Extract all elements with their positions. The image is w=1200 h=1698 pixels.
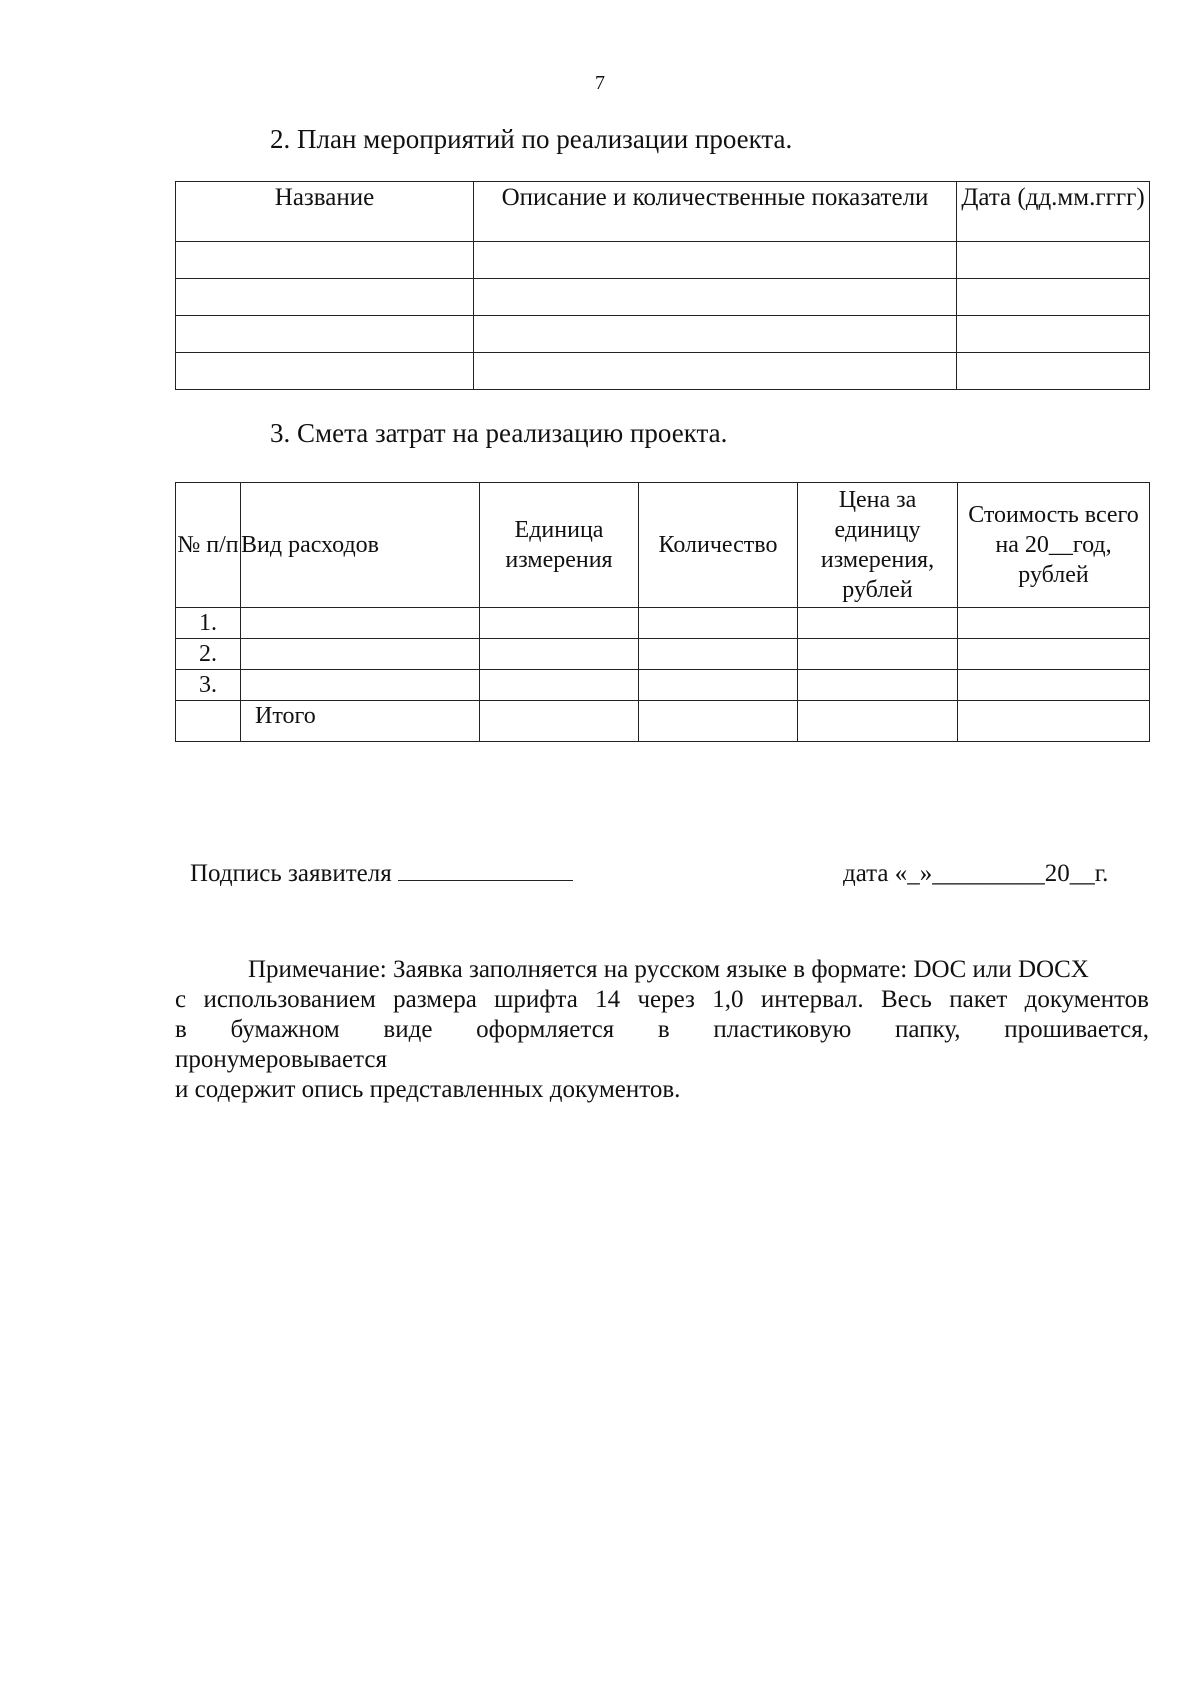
note-line: в бумажном виде оформляется в пластиковую папку, прошивается, [175,1016,1149,1043]
row-number: 3. [176,670,241,701]
table-row [176,316,1150,353]
empty-cell[interactable] [474,353,957,390]
empty-cell[interactable] [480,639,639,670]
empty-cell[interactable] [241,639,480,670]
empty-cell[interactable] [958,639,1150,670]
empty-cell[interactable] [176,279,474,316]
table-row [176,242,1150,279]
page-number: 7 [595,72,605,94]
empty-cell[interactable] [480,701,639,742]
table-row [176,353,1150,390]
date-field: дата «_»_________20__г. [843,860,1109,887]
empty-cell[interactable] [798,639,958,670]
budget-col-quantity: Количество [639,483,798,608]
total-label: Итого [241,701,480,742]
signature-line[interactable] [398,860,573,881]
empty-cell[interactable] [958,701,1150,742]
empty-cell[interactable] [474,242,957,279]
empty-cell[interactable] [957,279,1150,316]
note-line: Примечание: Заявка заполняется на русском языке в формате: DOC или DOCX [248,956,1089,983]
empty-cell[interactable] [639,608,798,639]
budget-heading: 3. Смета затрат на реализацию проекта. [270,418,728,448]
empty-cell [176,701,241,742]
empty-cell[interactable] [639,639,798,670]
empty-cell[interactable] [241,670,480,701]
table-row [176,608,1150,639]
empty-cell[interactable] [798,701,958,742]
row-number: 1. [176,608,241,639]
empty-cell[interactable] [798,608,958,639]
empty-cell[interactable] [958,670,1150,701]
empty-cell[interactable] [176,316,474,353]
budget-table [175,482,1150,742]
empty-cell[interactable] [957,242,1150,279]
empty-cell[interactable] [639,670,798,701]
note-line: и содержит опись представленных документов. [175,1076,681,1103]
empty-cell[interactable] [474,279,957,316]
empty-cell[interactable] [639,701,798,742]
plan-col-name: Название [176,182,474,242]
empty-cell[interactable] [176,353,474,390]
empty-cell[interactable] [798,670,958,701]
plan-col-date: Дата (дд.мм.гггг) [957,182,1150,242]
row-number: 2. [176,639,241,670]
budget-header-row [176,483,1150,608]
budget-col-expense-type: Вид расходов [241,483,480,608]
table-row [176,279,1150,316]
signature-label: Подпись заявителя [190,860,392,887]
table-row [176,670,1150,701]
note-block [175,955,1149,1105]
total-row [176,701,1150,742]
empty-cell[interactable] [176,242,474,279]
empty-cell[interactable] [480,608,639,639]
budget-col-unit-price: Цена за единицу измерения, рублей [798,483,958,608]
budget-col-number: № п/п [176,483,241,608]
note-line: с использованием размера шрифта 14 через 1,0 интервал. Весь пакет документов [175,986,1149,1013]
empty-cell[interactable] [958,608,1150,639]
plan-heading: 2. План мероприятий по реализации проекта. [270,124,793,154]
empty-cell[interactable] [474,316,957,353]
empty-cell[interactable] [957,316,1150,353]
plan-table [175,181,1150,390]
budget-col-total-cost: Стоимость всего на 20__год, рублей [958,483,1150,608]
empty-cell[interactable] [480,670,639,701]
empty-cell[interactable] [241,608,480,639]
note-line: пронумеровывается [175,1046,387,1073]
plan-col-description: Описание и количественные показатели [474,182,957,242]
signature-field [190,860,573,888]
budget-col-unit: Единица измерения [480,483,639,608]
table-row [176,639,1150,670]
plan-header-row [176,182,1150,242]
empty-cell[interactable] [957,353,1150,390]
